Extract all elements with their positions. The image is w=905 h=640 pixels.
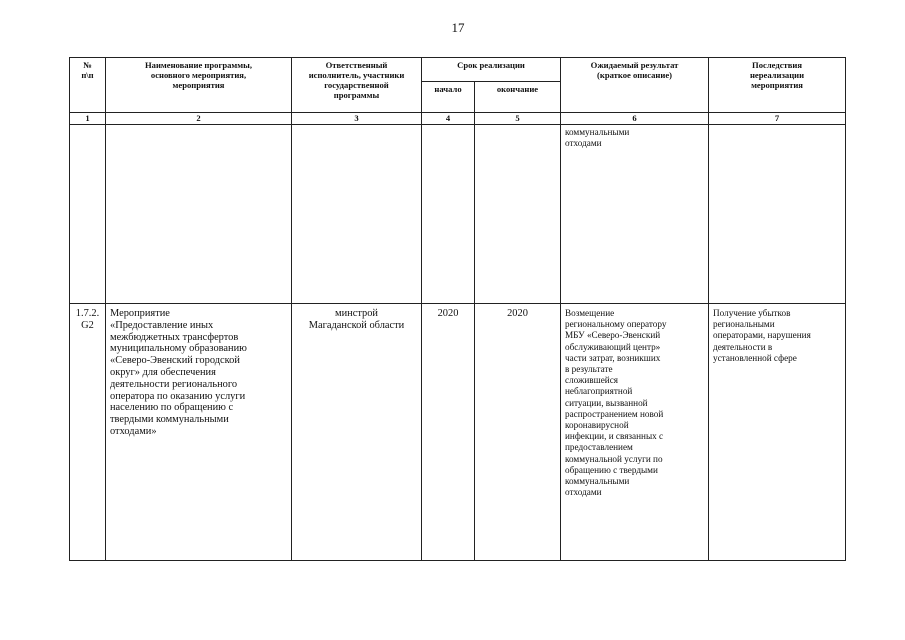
cell-consequences: Получение убытков региональными операторами, нарушения деятельности в установленной сфере [709, 303, 846, 560]
cell-executor [292, 125, 422, 304]
cell-start: 2020 [422, 303, 475, 560]
column-number: 2 [106, 113, 292, 125]
header-executor: Ответственный исполнитель, участники государственной программы [292, 58, 422, 113]
cell-start [422, 125, 475, 304]
cell-number: 1.7.2. G2 [70, 303, 106, 560]
header-number: № п\п [70, 58, 106, 113]
cell-executor: минстрой Магаданской области [292, 303, 422, 560]
program-events-table [69, 57, 846, 561]
column-number: 1 [70, 113, 106, 125]
cell-consequences [709, 125, 846, 304]
cell-end [475, 125, 561, 304]
header-consequences: Последствия нереализации мероприятия [709, 58, 846, 113]
cell-result: коммунальными отходами [561, 125, 709, 304]
table-row [70, 125, 846, 304]
cell-number [70, 125, 106, 304]
table-header-row [70, 58, 846, 82]
cell-name [106, 125, 292, 304]
cell-result: Возмещение региональному оператору МБУ «Северо-Эвенский обслуживающий центр» части затрат, возникших в результате сложившейся неблагоприятной ситуации, вызванной распространением новой коронавирусной инфекции, и связанных с предоставлением коммунальной услуги по обращению с твердыми коммунальными отходами [561, 303, 709, 560]
header-end: окончание [475, 82, 561, 113]
column-number: 7 [709, 113, 846, 125]
header-start: начало [422, 82, 475, 113]
header-name: Наименование программы, основного мероприятия, мероприятия [106, 58, 292, 113]
cell-end: 2020 [475, 303, 561, 560]
column-number: 6 [561, 113, 709, 125]
table-row [70, 303, 846, 560]
column-number: 4 [422, 113, 475, 125]
cell-name: Мероприятие «Предоставление иных межбюджетных трансфертов муниципальному образованию «Северо-Эвенский городской округ» для обеспечения деятельности регионального оператора по оказанию услуги населению по обращению с твердыми коммунальными отходами» [106, 303, 292, 560]
column-number: 3 [292, 113, 422, 125]
column-numbers-row [70, 113, 846, 125]
header-period: Срок реализации [422, 58, 561, 82]
column-number: 5 [475, 113, 561, 125]
page-number: 17 [451, 20, 465, 35]
header-result: Ожидаемый результат (краткое описание) [561, 58, 709, 113]
